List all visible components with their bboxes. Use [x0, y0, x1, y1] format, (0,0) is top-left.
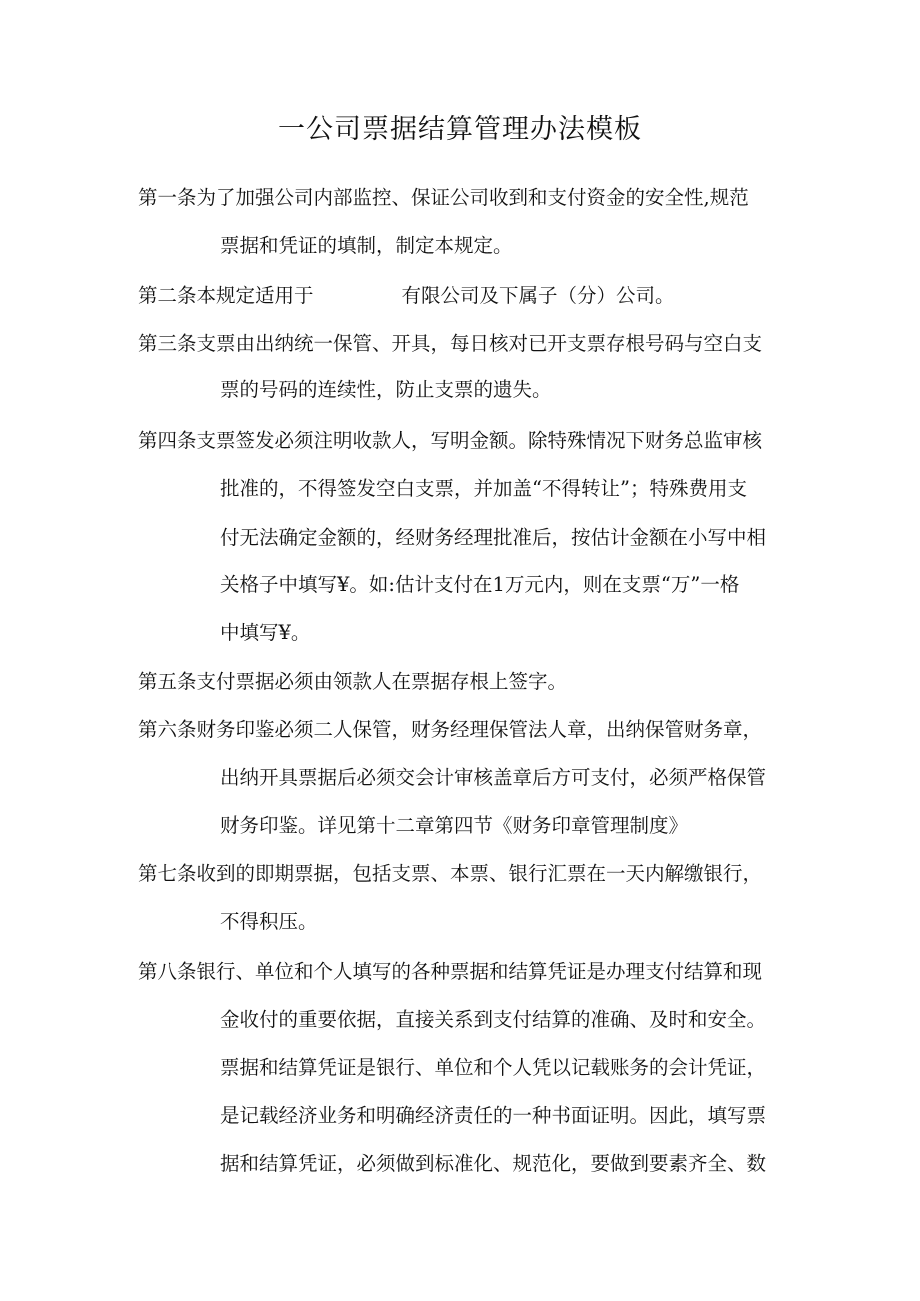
article-4-line-3: 付无法确定金额的，经财务经理批准后，按估计金额在小写中相 — [220, 526, 767, 549]
article-8-line-4: 是记载经济业务和明确经济责任的一种书面证明。因此，填写票 — [220, 1104, 767, 1127]
article-2-text-before-blank: 第二条本规定适用于 — [138, 284, 314, 307]
article-2-text-after-blank: 有限公司及下属子（分）公司。 — [401, 284, 675, 307]
article-1-line-2: 票据和凭证的填制，制定本规定。 — [220, 234, 513, 257]
article-7-line-1: 第七条收到的即期票据，包括支票、本票、银行汇票在一天内解缴银行， — [138, 862, 763, 885]
article-3-line-1: 第三条支票由出纳统一保管、开具，每日核对已开支票存根号码与空白支 — [138, 332, 763, 355]
article-8-line-2: 金收付的重要依据，直接关系到支付结算的准确、及时和安全。 — [220, 1008, 767, 1031]
article-4-line-4: 关格子中填写¥。如:估计支付在1万元内，则在支票“万”一格 — [220, 573, 740, 596]
article-1-line-1: 第一条为了加强公司内部监控、保证公司收到和支付资金的安全性,规范 — [138, 186, 749, 209]
article-8-line-1: 第八条银行、单位和个人填写的各种票据和结算凭证是办理支付结算和现 — [138, 960, 763, 983]
article-4-line-5: 中填写¥。 — [220, 621, 311, 644]
document-title: 一公司票据结算管理办法模板 — [278, 114, 642, 145]
article-8-line-5: 据和结算凭证，必须做到标准化、规范化，要做到要素齐全、数 — [220, 1152, 767, 1175]
article-8-line-3: 票据和结算凭证是银行、单位和个人凭以记载账务的会计凭证， — [220, 1056, 767, 1079]
article-5-line-1: 第五条支付票据必须由领款人在票据存根上签字。 — [138, 670, 568, 693]
article-7-line-2: 不得积压。 — [220, 910, 318, 933]
article-2-line-1 — [138, 282, 675, 310]
article-4-line-2: 批准的，不得签发空白支票，并加盖“不得转让”；特殊费用支 — [220, 477, 747, 500]
article-6-line-2: 出纳开具票据后必须交会计审核盖章后方可支付，必须严格保管 — [220, 766, 767, 789]
article-6-line-1: 第六条财务印鉴必须二人保管，财务经理保管法人章，出纳保管财务章， — [138, 718, 763, 741]
article-6-line-3: 财务印鉴。详见第十二章第四节《财务印章管理制度》 — [220, 814, 689, 837]
article-4-line-1: 第四条支票签发必须注明收款人，写明金额。除特殊情况下财务总监审核 — [138, 429, 763, 452]
article-3-line-2: 票的号码的连续性，防止支票的遗失。 — [220, 378, 552, 401]
